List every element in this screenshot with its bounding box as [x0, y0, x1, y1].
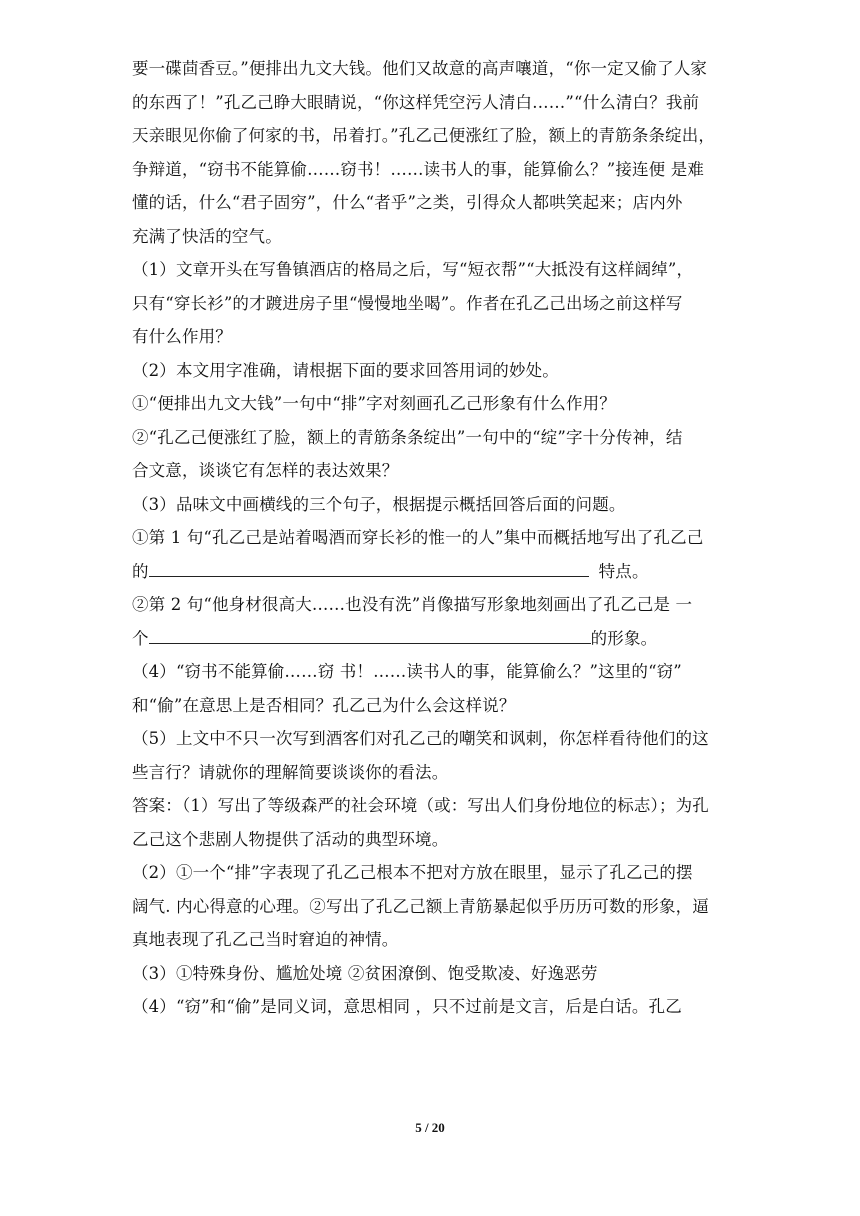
- question-2-line: 合文意，谈谈它有怎样的表达效果？: [132, 461, 399, 480]
- blank-suffix: 特点。: [598, 561, 649, 581]
- answer-line: （2）①一个“排”字表现了孔乙己根本不把对方放在眼里，显示了孔乙己的摆: [132, 863, 693, 882]
- question-5-line: 些言行？请就你的理解简要谈谈你的看法。: [132, 762, 449, 782]
- text-line: 争辩道，“窃书不能算偷……窃书！……读书人的事，能算偷么？”接连便 是难: [132, 159, 705, 179]
- blank-prefix: 个: [132, 628, 149, 648]
- text-line: 的东西了！”孔乙己睁大眼睛说，“你这样凭空污人清白……”“什么清白？我前: [132, 92, 700, 112]
- question-3-line: ②第 2 句“他身材很高大……也没有洗”肖像描写形象地刻画出了孔乙己是 一: [132, 595, 693, 614]
- answer-line: 阔气. 内心得意的心理。②写出了孔乙己额上青筋暴起似乎历历可数的形象，逼: [132, 896, 709, 916]
- answer-line: 答案：（1）写出了等级森严的社会环境（或：写出人们身份地位的标志）；为孔: [132, 796, 709, 815]
- question-1-line: 有什么作用？: [132, 327, 232, 346]
- answer-line: （3）①特殊身份、尴尬处境 ②贫困潦倒、饱受欺凌、好逸恶劳: [132, 963, 598, 983]
- fill-blank-line-1: [132, 555, 732, 589]
- text-line: 懂的话，什么“君子固穷”，什么“者乎”之类，引得众人都哄笑起来；店内外: [132, 193, 683, 212]
- blank-prefix: 的: [132, 561, 149, 581]
- answer-line: 真地表现了孔乙己当时窘迫的神情。: [132, 930, 399, 949]
- blank-suffix: 的形象。: [590, 628, 658, 648]
- answer-blank-2[interactable]: [149, 625, 591, 644]
- page-body: [132, 52, 732, 1024]
- question-1-line: 只有“穿长衫”的才踱进房子里“慢慢地坐喝”。作者在孔乙己出场之前这样写: [132, 293, 683, 313]
- question-2-line: ②“孔乙己便涨红了脸，额上的青筋条条绽出”一句中的“绽”字十分传神，结: [132, 427, 683, 447]
- text-line: 要一碟茴香豆。”便排出九文大钱。他们又故意的高声嚷道，“你一定又偷了人家: [132, 59, 708, 78]
- text-line: 天亲眼见你偷了何家的书，吊着打。”孔乙己便涨红了脸，额上的青筋条条绽出，: [132, 126, 716, 145]
- question-2-line: ①“便排出九文大钱”一句中“排”字对刻画孔乙己形象有什么作用？: [132, 394, 616, 413]
- text-line: 充满了快活的空气。: [132, 226, 282, 246]
- page-number: 5 / 20: [415, 1120, 445, 1135]
- question-4-line: 和“偷”在意思上是否相同？孔乙己为什么会这样说？: [132, 695, 516, 715]
- question-1-line: （1）文章开头在写鲁镇酒店的格局之后，写“短衣帮”“大抵没有这样阔绰”，: [132, 260, 694, 279]
- question-4-line: （4）“窃书不能算偷……窃 书！……读书人的事，能算偷么？”这里的“窃”: [132, 662, 682, 681]
- question-5-line: （5）上文中不只一次写到酒客们对孔乙己的嘲笑和讽刺，你怎样看待他们的这: [132, 729, 709, 748]
- question-2-line: （2）本文用字准确，请根据下面的要求回答用词的妙处。: [132, 360, 559, 380]
- question-3-line: ①第 1 句“孔乙己是站着喝酒而穿长衫的惟一的人”集中而概括地写出了孔乙己: [132, 528, 704, 547]
- answer-blank-1[interactable]: [149, 558, 589, 577]
- answer-line: （4）“窃”和“偷”是同义词，意思相同 ，只不过前是文言，后是白话。孔乙: [132, 997, 682, 1016]
- fill-blank-line-2: [132, 622, 732, 656]
- question-3-line: （3）品味文中画横线的三个句子，根据提示概括回答后面的问题。: [132, 494, 626, 514]
- answer-line: 乙己这个悲剧人物提供了活动的典型环境。: [132, 829, 449, 849]
